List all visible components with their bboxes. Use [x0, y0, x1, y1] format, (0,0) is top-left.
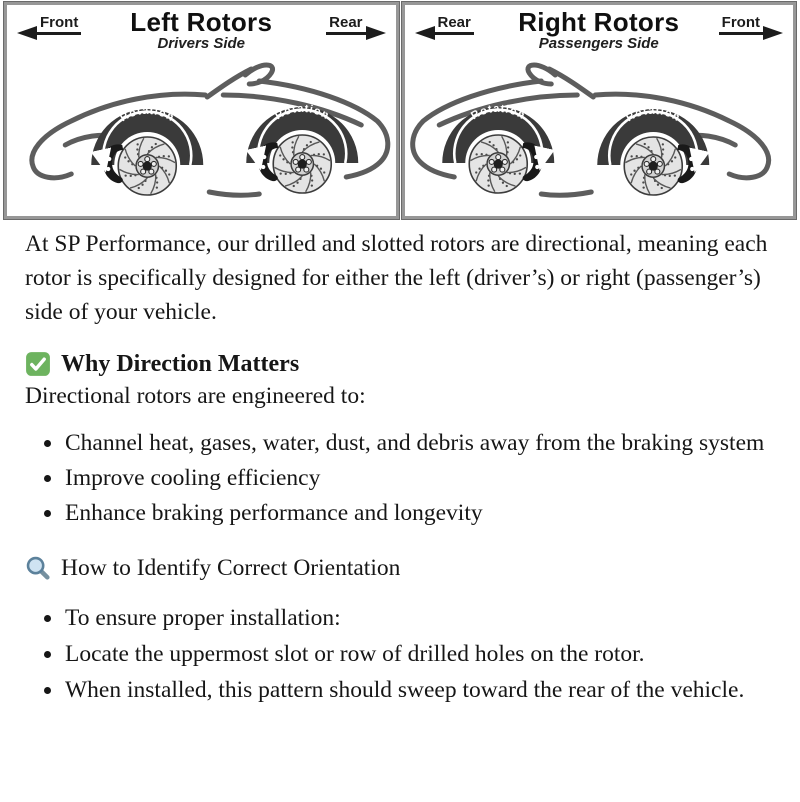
list-item: • Improve cooling efficiency [64, 461, 775, 495]
article-body [0, 219, 800, 708]
svg-text:Rotation: Rotation [623, 104, 683, 125]
right-arrowhead-icon [763, 26, 783, 40]
svg-text:Rotation: Rotation [273, 102, 332, 123]
why-lead-text: Directional rotors are engineered to: [25, 383, 366, 409]
left-panel-header [7, 5, 396, 61]
intro-paragraph: At SP Performance, our drilled and slotted rotors are directional, meaning each rotor is specifically designed for either the left (driver’s) or right (passenger’s) side of your vehicle. [25, 231, 768, 325]
left-rotors-panel [4, 2, 399, 219]
rear-direction-arrow [435, 14, 474, 35]
front-label: Front [721, 14, 760, 31]
list-item: • To ensure proper installation: [64, 601, 775, 636]
left-car-illustration [7, 61, 396, 219]
front-label: Front [40, 14, 79, 31]
why-bullet-list [25, 426, 775, 530]
rotor-direction-diagram [4, 2, 796, 219]
panel-subtitle-text: Drivers Side [157, 35, 246, 52]
how-to-identify-heading [25, 553, 775, 583]
panel-subtitle-text: Passengers Side [538, 35, 659, 52]
right-car-illustration [405, 61, 794, 219]
front-direction-arrow [37, 14, 81, 35]
magnifying-glass-emoji-icon [25, 555, 51, 581]
panel-title-text: Left Rotors [130, 7, 273, 37]
list-item: • Locate the uppermost slot or row of drilled holes on the rotor. [64, 637, 775, 672]
right-rotors-panel [402, 2, 797, 219]
front-direction-arrow [719, 14, 763, 35]
left-arrowhead-icon [415, 26, 435, 40]
panel-title-text: Right Rotors [518, 7, 680, 37]
rear-label: Rear [329, 14, 363, 31]
svg-text:Rotation: Rotation [118, 104, 177, 125]
right-arrowhead-icon [366, 26, 386, 40]
left-arrowhead-icon [17, 26, 37, 40]
svg-text:Rotation: Rotation [468, 102, 528, 123]
rear-direction-arrow [326, 14, 365, 35]
heading-text: Why Direction Matters [61, 351, 300, 377]
list-item: • Enhance braking performance and longevity [64, 496, 775, 530]
why-direction-matters-heading [25, 349, 775, 379]
heading-text: How to Identify Correct Orientation [61, 555, 401, 581]
check-mark-emoji-icon [25, 351, 51, 377]
list-item: • Channel heat, gases, water, dust, and debris away from the braking system [64, 426, 775, 460]
how-bullet-list [25, 601, 775, 708]
list-item: • When installed, this pattern should sweep toward the rear of the vehicle. [64, 673, 775, 708]
right-panel-header [405, 5, 794, 61]
rear-label: Rear [437, 14, 471, 31]
